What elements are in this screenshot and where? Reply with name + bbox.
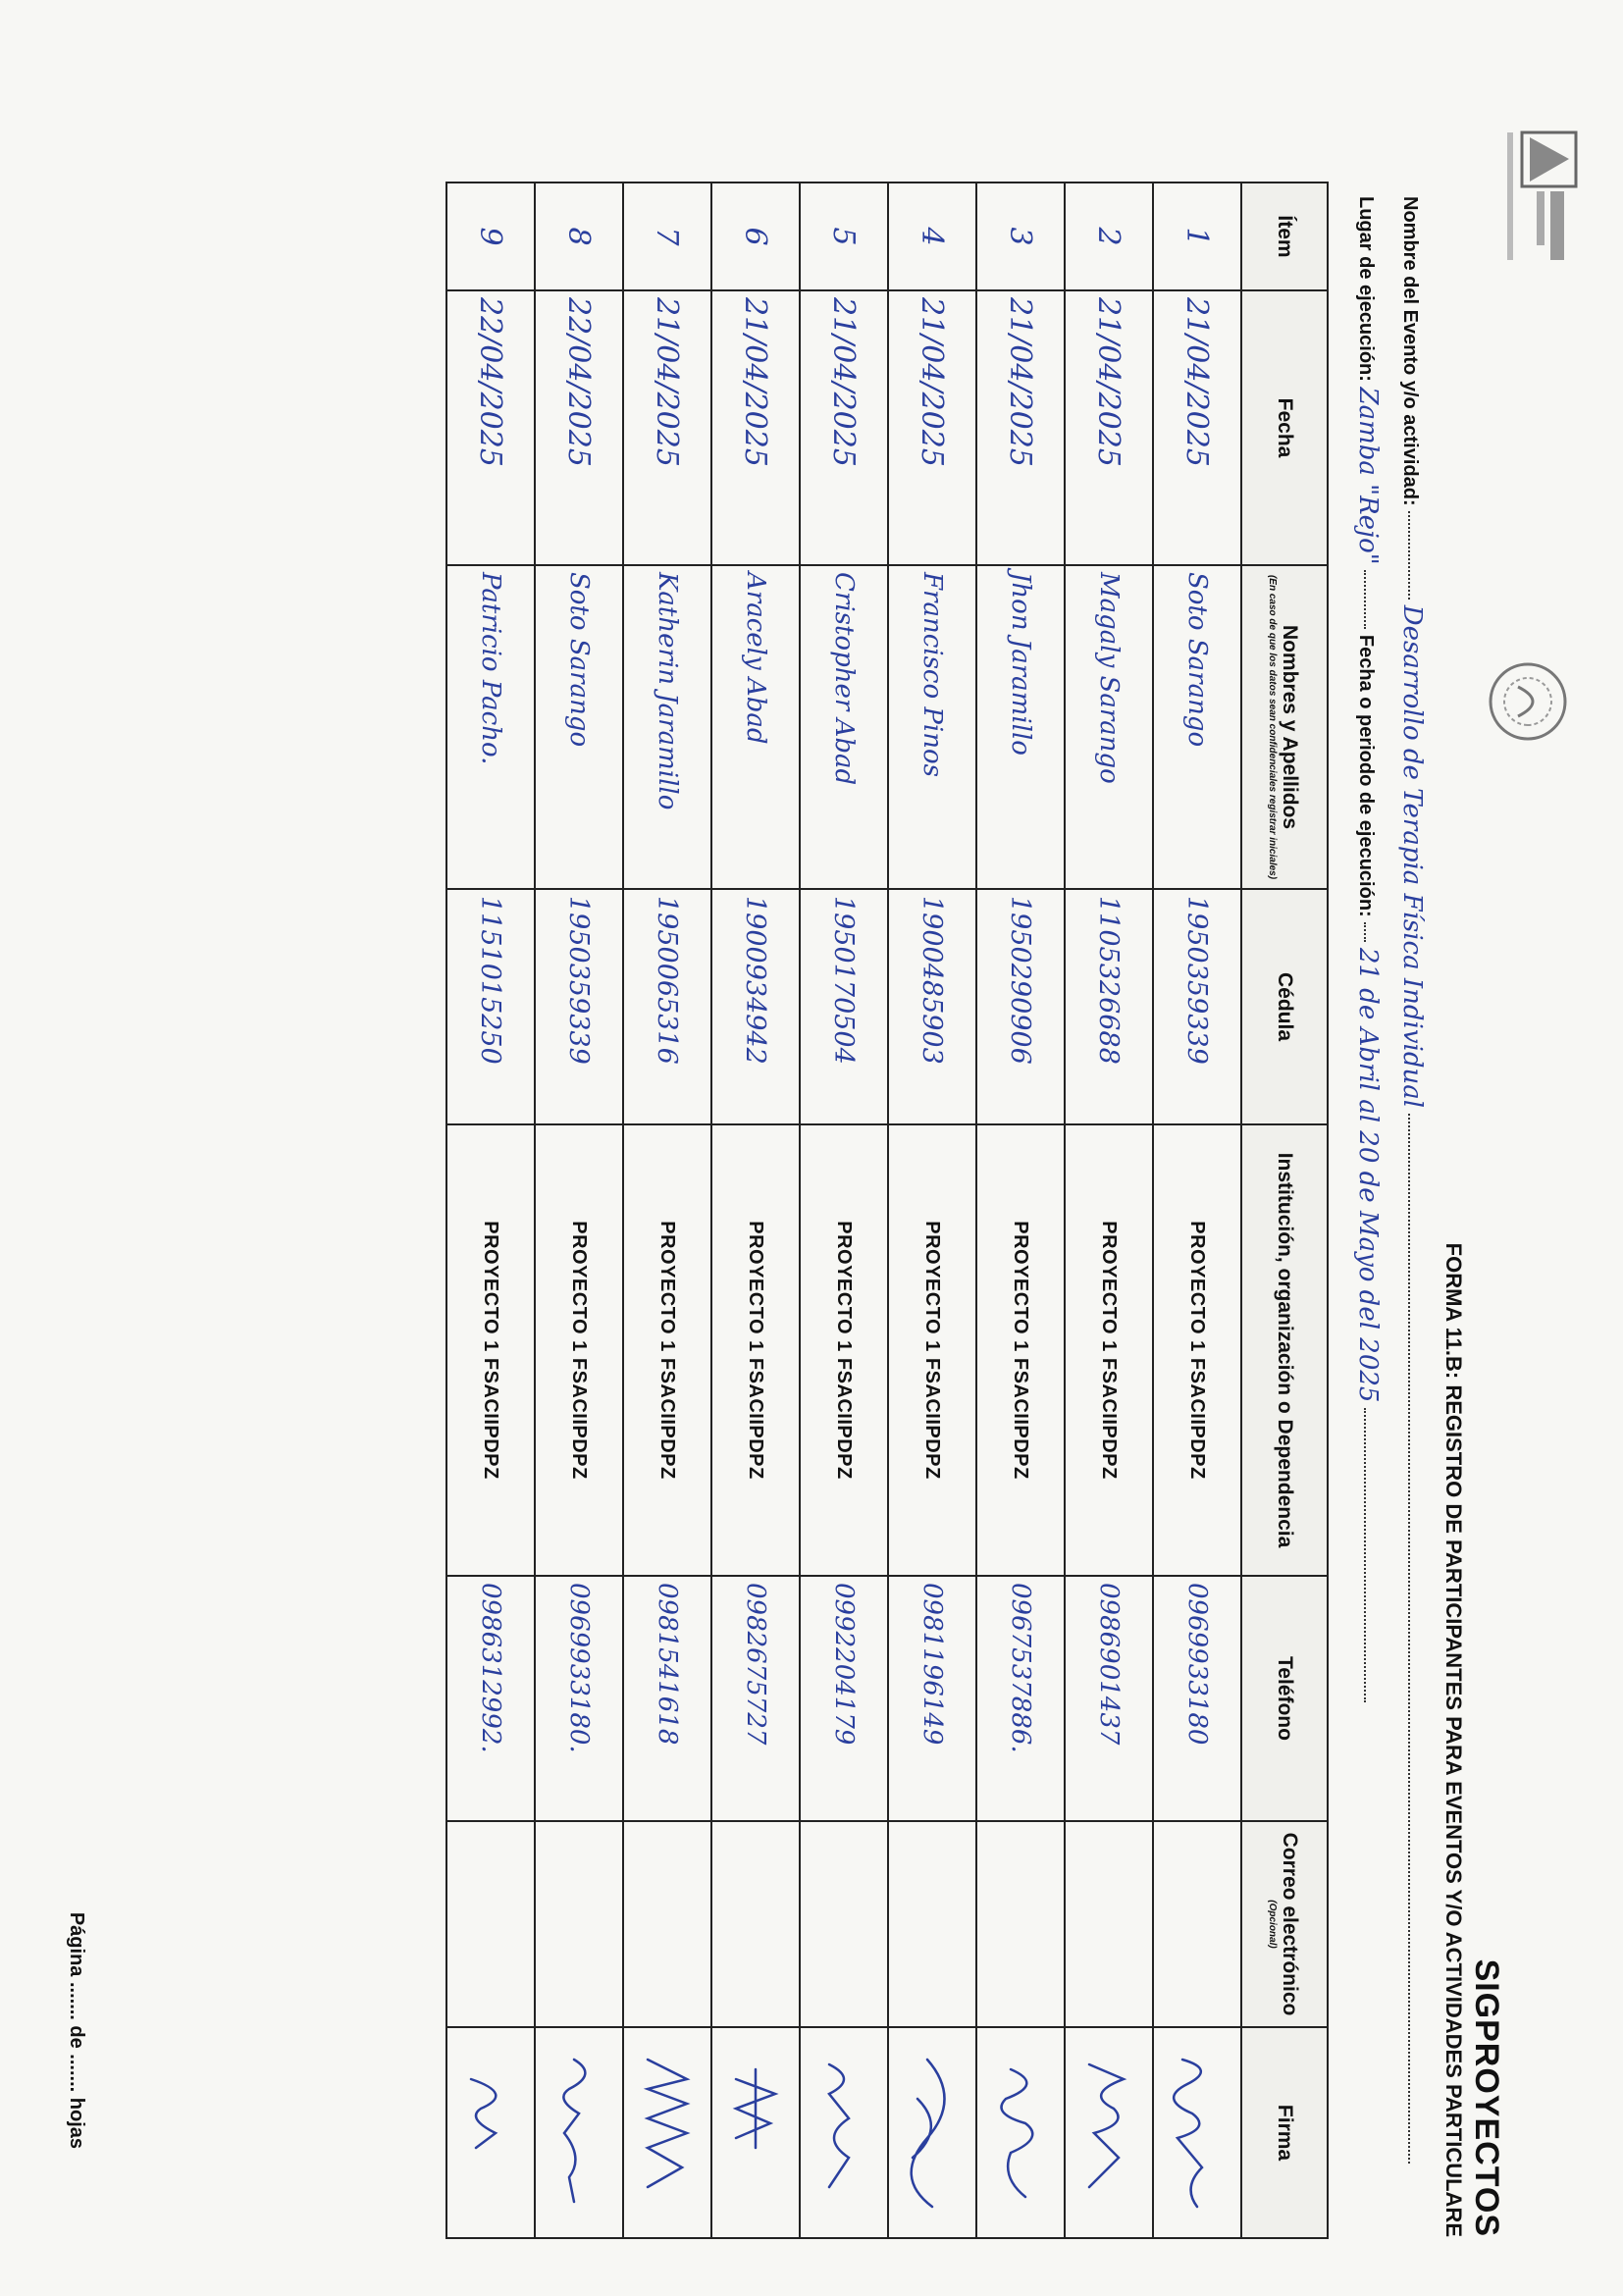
institucion-cell: PROYECTO 1 FSACIIPDPZ: [976, 1124, 1065, 1576]
fecha-cell: 21/04/2025: [888, 290, 976, 565]
table-row: [888, 183, 976, 2238]
seal-logo-icon: [1484, 657, 1572, 746]
institucion-cell: PROYECTO 1 FSACIIPDPZ: [711, 1124, 800, 1576]
participants-table: [445, 182, 1329, 2239]
telefono-cell: 0969933180.: [535, 1576, 623, 1821]
place-label: Lugar de ejecución:: [1355, 196, 1377, 382]
table-row: [1065, 183, 1153, 2238]
telefono-cell: 0981196149: [888, 1576, 976, 1821]
item-cell: 9: [446, 183, 535, 290]
firma-cell: [976, 2027, 1065, 2238]
form-title: FORMA 11.B: REGISTRO DE PARTICIPANTES PARA EVENTOS Y/O ACTIVIDADES PARTICULARE: [1441, 1242, 1466, 2237]
col-header-correo: Correo electrónico (Opcional): [1241, 1821, 1328, 2027]
item-cell: 6: [711, 183, 800, 290]
period-label: Fecha o periodo de ejecución:: [1355, 634, 1377, 917]
col-header-firma: Firma: [1241, 2027, 1328, 2238]
nombre-cell: Magaly Sarango: [1065, 565, 1153, 889]
institucion-cell: PROYECTO 1 FSACIIPDPZ: [888, 1124, 976, 1576]
firma-cell: [711, 2027, 800, 2238]
cedula-cell: 1151015250: [446, 889, 535, 1124]
col-header-item: Ítem: [1241, 183, 1328, 290]
cedula-cell: 1950290906: [976, 889, 1065, 1124]
item-cell: 1: [1153, 183, 1241, 290]
table-row: [446, 183, 535, 2238]
telefono-cell: 0992204179: [800, 1576, 888, 1821]
cedula-cell: 1950359339: [535, 889, 623, 1124]
item-cell: 7: [623, 183, 711, 290]
col-header-nombres: Nombres y Apellidos (En caso de que los datos sean confidenciales registrar iniciales): [1241, 565, 1328, 889]
signature-icon: [545, 2040, 613, 2226]
institucion-cell: PROYECTO 1 FSACIIPDPZ: [800, 1124, 888, 1576]
telefono-cell: 0967537886.: [976, 1576, 1065, 1821]
nombre-cell: Katherin Jaramillo: [623, 565, 711, 889]
signature-icon: [456, 2040, 525, 2226]
nombre-cell: Soto Sarango: [1153, 565, 1241, 889]
cedula-cell: 1950065316: [623, 889, 711, 1124]
correo-cell: [1065, 1821, 1153, 2027]
signature-icon: [1074, 2040, 1143, 2226]
institucion-cell: PROYECTO 1 FSACIIPDPZ: [535, 1124, 623, 1576]
firma-cell: [800, 2027, 888, 2238]
item-cell: 4: [888, 183, 976, 290]
correo-cell: [446, 1821, 535, 2027]
signature-icon: [1163, 2040, 1231, 2226]
signature-icon: [721, 2040, 790, 2226]
fecha-cell: 22/04/2025: [446, 290, 535, 565]
event-name-label: Nombre del Evento y/o actividad:: [1399, 196, 1421, 506]
item-cell: 3: [976, 183, 1065, 290]
cedula-cell: 1900485903: [888, 889, 976, 1124]
firma-cell: [446, 2027, 535, 2238]
cedula-cell: 1900934942: [711, 889, 800, 1124]
table-row: [535, 183, 623, 2238]
telefono-cell: 0986901437: [1065, 1576, 1153, 1821]
item-cell: 2: [1065, 183, 1153, 290]
cedula-cell: 1950170504: [800, 889, 888, 1124]
institucion-cell: PROYECTO 1 FSACIIPDPZ: [1153, 1124, 1241, 1576]
correo-cell: [800, 1821, 888, 2027]
institucion-cell: PROYECTO 1 FSACIIPDPZ: [1065, 1124, 1153, 1576]
cedula-cell: 1105326688: [1065, 889, 1153, 1124]
fecha-cell: 21/04/2025: [1153, 290, 1241, 565]
signature-icon: [633, 2040, 702, 2226]
firma-cell: [1153, 2027, 1241, 2238]
col-header-fecha: Fecha: [1241, 290, 1328, 565]
correo-cell: [535, 1821, 623, 2027]
nombre-cell: Patricio Pacho.: [446, 565, 535, 889]
correo-cell: [888, 1821, 976, 2027]
correo-cell: [711, 1821, 800, 2027]
firma-cell: [1065, 2027, 1153, 2238]
fecha-cell: 21/04/2025: [1065, 290, 1153, 565]
page-footer: Página ....... de ....... hojas: [66, 1911, 87, 2149]
cedula-cell: 1950359339: [1153, 889, 1241, 1124]
col-header-cedula: Cédula: [1241, 889, 1328, 1124]
nombre-cell: Francisco Pinos: [888, 565, 976, 889]
institucion-cell: PROYECTO 1 FSACIIPDPZ: [623, 1124, 711, 1576]
item-cell: 5: [800, 183, 888, 290]
fecha-cell: 21/04/2025: [623, 290, 711, 565]
place-period-line: [1353, 196, 1383, 1702]
fecha-cell: 21/04/2025: [976, 290, 1065, 565]
nombre-cell: Aracely Abad: [711, 565, 800, 889]
fecha-cell: 22/04/2025: [535, 290, 623, 565]
firma-cell: [535, 2027, 623, 2238]
firma-cell: [888, 2027, 976, 2238]
nombre-cell: Cristopher Abad: [800, 565, 888, 889]
table-row: [711, 183, 800, 2238]
event-name-line: [1397, 196, 1427, 2164]
signature-icon: [898, 2040, 967, 2226]
signature-icon: [986, 2040, 1055, 2226]
correo-cell: [623, 1821, 711, 2027]
fecha-cell: 21/04/2025: [800, 290, 888, 565]
signature-icon: [810, 2040, 878, 2226]
firma-cell: [623, 2027, 711, 2238]
correo-cell: [976, 1821, 1065, 2027]
col-header-institucion: Institución, organización o Dependencia: [1241, 1124, 1328, 1576]
table-row: [623, 183, 711, 2238]
telefono-cell: 0969933180: [1153, 1576, 1241, 1821]
institucion-cell: PROYECTO 1 FSACIIPDPZ: [446, 1124, 535, 1576]
table-row: [976, 183, 1065, 2238]
telefono-cell: 0981541618: [623, 1576, 711, 1821]
correo-cell: [1153, 1821, 1241, 2027]
item-cell: 8: [535, 183, 623, 290]
table-row: [1153, 183, 1241, 2238]
nombre-cell: Soto Sarango: [535, 565, 623, 889]
period-value: 21 de Abril al 20 de Mayo del 2025: [1353, 947, 1383, 1403]
institution-logo-icon: [1466, 123, 1584, 270]
place-value: Zamba "Rejo": [1353, 387, 1383, 565]
table-row: [800, 183, 888, 2238]
event-name-value: Desarrollo de Terapia Física Individual: [1397, 604, 1427, 1109]
system-title: SIGPROYECTOS: [1468, 1958, 1505, 2237]
telefono-cell: 0982675727: [711, 1576, 800, 1821]
col-header-telefono: Teléfono: [1241, 1576, 1328, 1821]
telefono-cell: 0986312992.: [446, 1576, 535, 1821]
nombre-cell: Jhon Jaramillo: [976, 565, 1065, 889]
fecha-cell: 21/04/2025: [711, 290, 800, 565]
table-header-row: [1241, 183, 1328, 2238]
